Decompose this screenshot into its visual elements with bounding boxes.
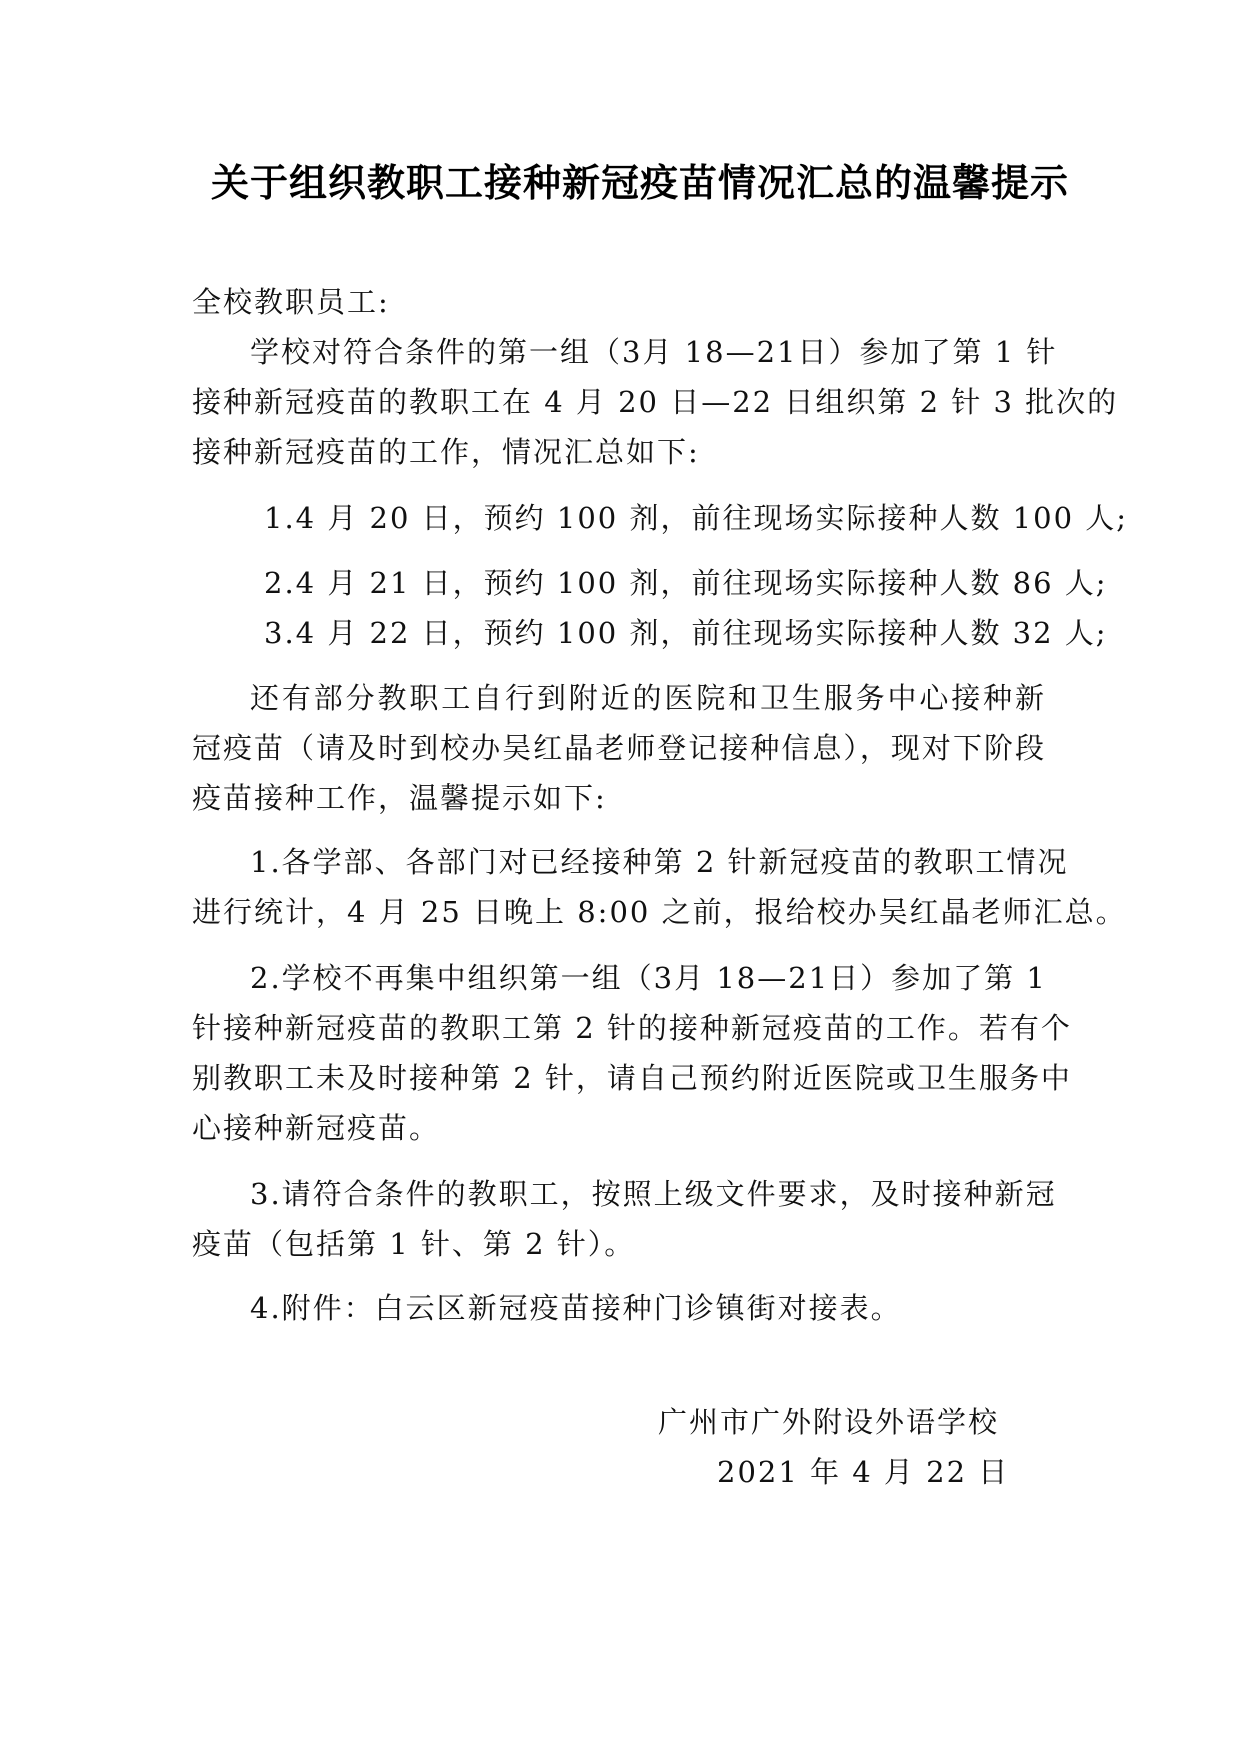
notice-line-3: 疫苗接种工作，温馨提示如下: [192,781,607,815]
tip-3-line-1: 3.请符合条件的教职工，按照上级文件要求，及时接种新冠 [250,1177,1057,1211]
intro-line-1: 学校对符合条件的第一组（3月 18—21日）参加了第 1 针 [250,335,1058,369]
stat-item-3: 3.4 月 22 日，预约 100 剂，前往现场实际接种人数 32 人; [264,616,1108,650]
tip-1-line-1: 1.各学部、各部门对已经接种第 2 针新冠疫苗的教职工情况 [250,845,1069,879]
stat-item-2: 2.4 月 21 日，预约 100 剂，前往现场实际接种人数 86 人; [264,566,1108,600]
tip-2-line-1: 2.学校不再集中组织第一组（3月 18—21日）参加了第 1 [250,961,1047,995]
document-title: 关于组织教职工接种新冠疫苗情况汇总的温馨提示 [210,160,1069,205]
tip-2-line-4: 心接种新冠疫苗。 [192,1111,441,1145]
tip-2-line-2: 针接种新冠疫苗的教职工第 2 针的接种新冠疫苗的工作。若有个 [192,1011,1072,1045]
signature-date: 2021 年 4 月 22 日 [717,1455,1010,1489]
stat-item-1: 1.4 月 20 日，预约 100 剂，前往现场实际接种人数 100 人; [264,501,1129,535]
salutation: 全校教职员工: [192,285,390,319]
tip-1-line-2: 进行统计，4 月 25 日晚上 8:00 之前，报给校办吴红晶老师汇总。 [192,895,1127,929]
intro-line-3: 接种新冠疫苗的工作，情况汇总如下: [192,435,700,469]
tip-4-line-1: 4.附件：白云区新冠疫苗接种门诊镇街对接表。 [250,1291,902,1325]
notice-line-1: 还有部分教职工自行到附近的医院和卫生服务中心接种新 [250,681,1046,715]
intro-line-2: 接种新冠疫苗的教职工在 4 月 20 日—22 日组织第 2 针 3 批次的 [192,385,1119,419]
notice-line-2: 冠疫苗（请及时到校办吴红晶老师登记接种信息），现对下阶段 [192,731,1046,765]
signature-organization: 广州市广外附设外语学校 [658,1405,1000,1439]
tip-2-line-3: 别教职工未及时接种第 2 针，请自己预约附近医院或卫生服务中 [192,1061,1072,1095]
tip-3-line-2: 疫苗（包括第 1 针、第 2 针）。 [192,1227,636,1261]
